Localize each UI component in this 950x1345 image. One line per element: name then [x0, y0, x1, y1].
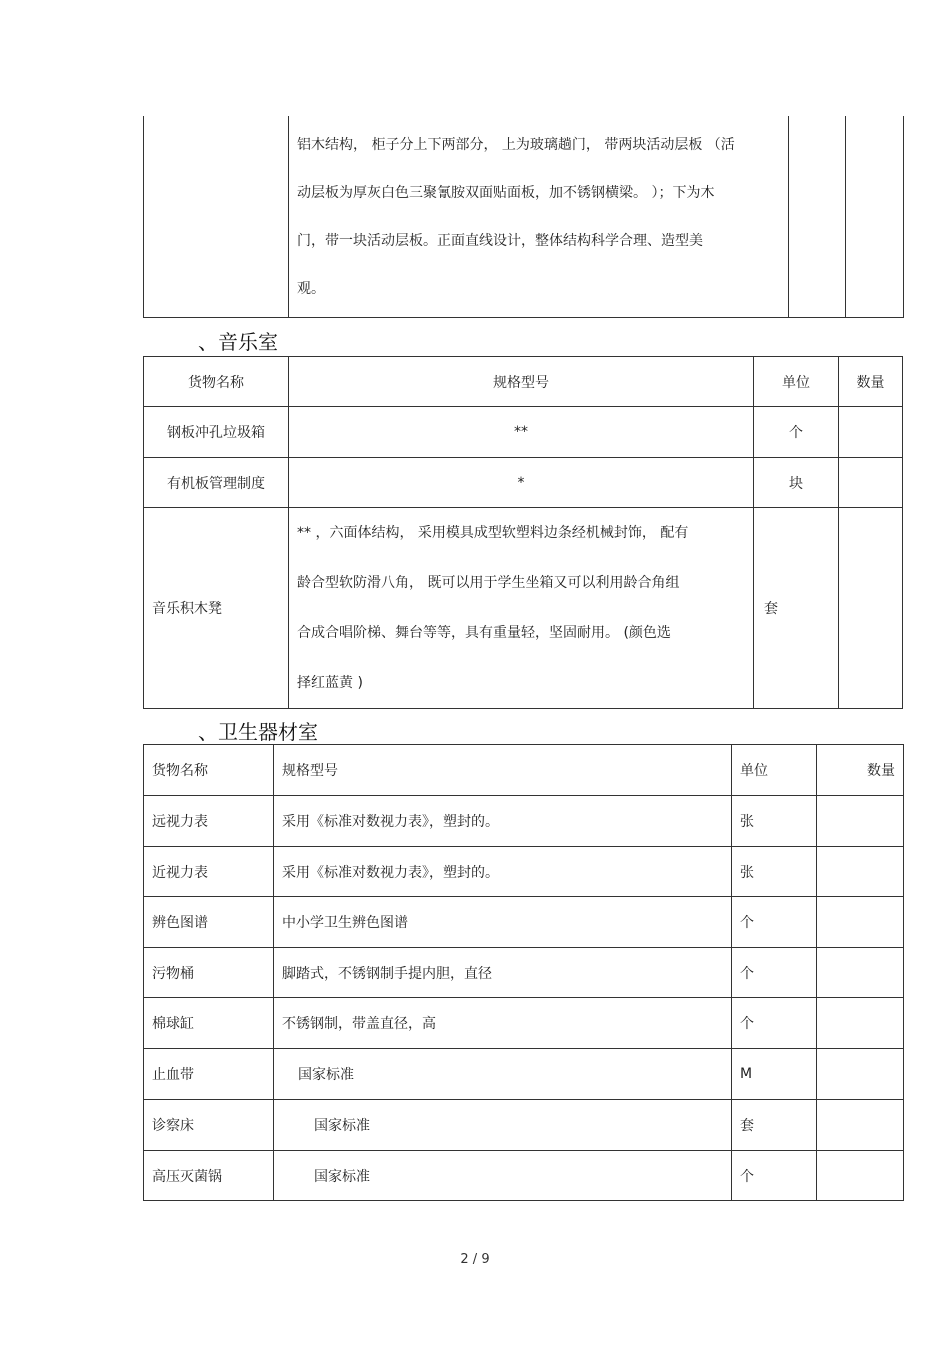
table-header-row — [144, 357, 903, 407]
item-unit: 个 — [754, 407, 839, 458]
item-qty — [817, 998, 904, 1049]
item-spec: 国家标准 — [274, 1100, 732, 1151]
page-number: 2 / 9 — [460, 1252, 490, 1267]
column-header: 单位 — [732, 745, 817, 796]
item-name: 远视力表 — [144, 796, 274, 847]
table-row — [144, 1151, 904, 1201]
spec-line: 合成合唱阶梯、舞台等等，具有重量轻，坚固耐用。 (颜色选 — [297, 625, 671, 641]
item-qty — [817, 847, 904, 897]
item-spec: 国家标准 — [274, 1151, 732, 1201]
item-unit: 个 — [732, 948, 817, 998]
item-qty — [817, 897, 904, 948]
spec-line: 龄合型软防滑八角， 既可以用于学生坐箱又可以利用龄合角组 — [297, 575, 680, 591]
item-name: 辨色图谱 — [144, 897, 274, 948]
music-room-table — [143, 356, 903, 709]
table-row — [144, 458, 903, 508]
item-spec: 中小学卫生辨色图谱 — [274, 897, 732, 948]
health-room-table — [143, 744, 904, 1201]
item-spec: * — [289, 458, 754, 508]
spec-line: 铝木结构， 柜子分上下两部分， 上为玻璃趟门， 带两块活动层板 （活 — [297, 137, 735, 154]
item-qty — [817, 1151, 904, 1201]
item-name: 污物桶 — [144, 948, 274, 998]
item-spec: 国家标准 — [274, 1049, 732, 1100]
item-name: 高压灭菌锅 — [144, 1151, 274, 1201]
item-unit: 张 — [732, 847, 817, 897]
item-spec — [289, 508, 754, 709]
item-unit: M — [732, 1049, 817, 1100]
continued-spec-cell — [289, 116, 789, 317]
column-header: 单位 — [754, 357, 839, 407]
column-header: 规格型号 — [289, 357, 754, 407]
item-unit: 个 — [732, 1151, 817, 1201]
table-cell — [144, 116, 289, 317]
music-room-heading: 、音乐室 — [198, 330, 278, 354]
item-qty — [839, 407, 903, 458]
column-header: 货物名称 — [144, 745, 274, 796]
item-spec: 采用《标准对数视力表》，塑封的。 — [274, 847, 732, 897]
table-row — [144, 998, 904, 1049]
spec-line: 动层板为厚灰白色三聚氰胺双面贴面板，加不锈钢横梁。 ）；下为木 — [297, 185, 715, 202]
table-row — [144, 897, 904, 948]
item-unit: 个 — [732, 897, 817, 948]
item-name: 音乐积木凳 — [144, 508, 289, 709]
item-name: 钢板冲孔垃圾箱 — [144, 407, 289, 458]
item-qty — [839, 458, 903, 508]
table-row — [144, 1100, 904, 1151]
item-qty — [839, 508, 903, 709]
item-spec: ** — [289, 407, 754, 458]
table-row — [144, 847, 904, 897]
table-row — [144, 508, 903, 709]
item-unit: 张 — [732, 796, 817, 847]
item-unit: 套 — [732, 1100, 817, 1151]
item-name: 棉球缸 — [144, 998, 274, 1049]
table-header-row — [144, 745, 904, 796]
column-header: 规格型号 — [274, 745, 732, 796]
item-qty — [817, 796, 904, 847]
item-unit: 套 — [754, 508, 839, 709]
continued-table — [143, 116, 904, 318]
item-name: 有机板管理制度 — [144, 458, 289, 508]
item-unit: 块 — [754, 458, 839, 508]
table-row — [144, 796, 904, 847]
item-name: 近视力表 — [144, 847, 274, 897]
table-row — [144, 1049, 904, 1100]
spec-line: 观。 — [297, 281, 325, 298]
item-spec: 脚踏式，不锈钢制手提内胆，直径 — [274, 948, 732, 998]
item-unit: 个 — [732, 998, 817, 1049]
spec-line: 门，带一块活动层板。正面直线设计，整体结构科学合理、造型美 — [297, 233, 703, 250]
item-name: 止血带 — [144, 1049, 274, 1100]
column-header: 货物名称 — [144, 357, 289, 407]
table-row — [144, 116, 904, 317]
column-header: 数量 — [839, 357, 903, 407]
spec-line: 择红蓝黄 ) — [297, 675, 363, 691]
item-qty — [817, 1049, 904, 1100]
spec-line: ** ，六面体结构， 采用模具成型软塑料边条经机械封饰， 配有 — [297, 525, 689, 541]
table-cell — [846, 116, 904, 317]
column-header: 数量 — [817, 745, 904, 796]
item-qty — [817, 948, 904, 998]
item-spec: 不锈钢制，带盖直径，高 — [274, 998, 732, 1049]
health-room-heading: 、卫生器材室 — [198, 720, 318, 744]
item-qty — [817, 1100, 904, 1151]
table-cell — [789, 116, 846, 317]
item-name: 诊察床 — [144, 1100, 274, 1151]
item-spec: 采用《标准对数视力表》，塑封的。 — [274, 796, 732, 847]
table-row — [144, 407, 903, 458]
table-row — [144, 948, 904, 998]
